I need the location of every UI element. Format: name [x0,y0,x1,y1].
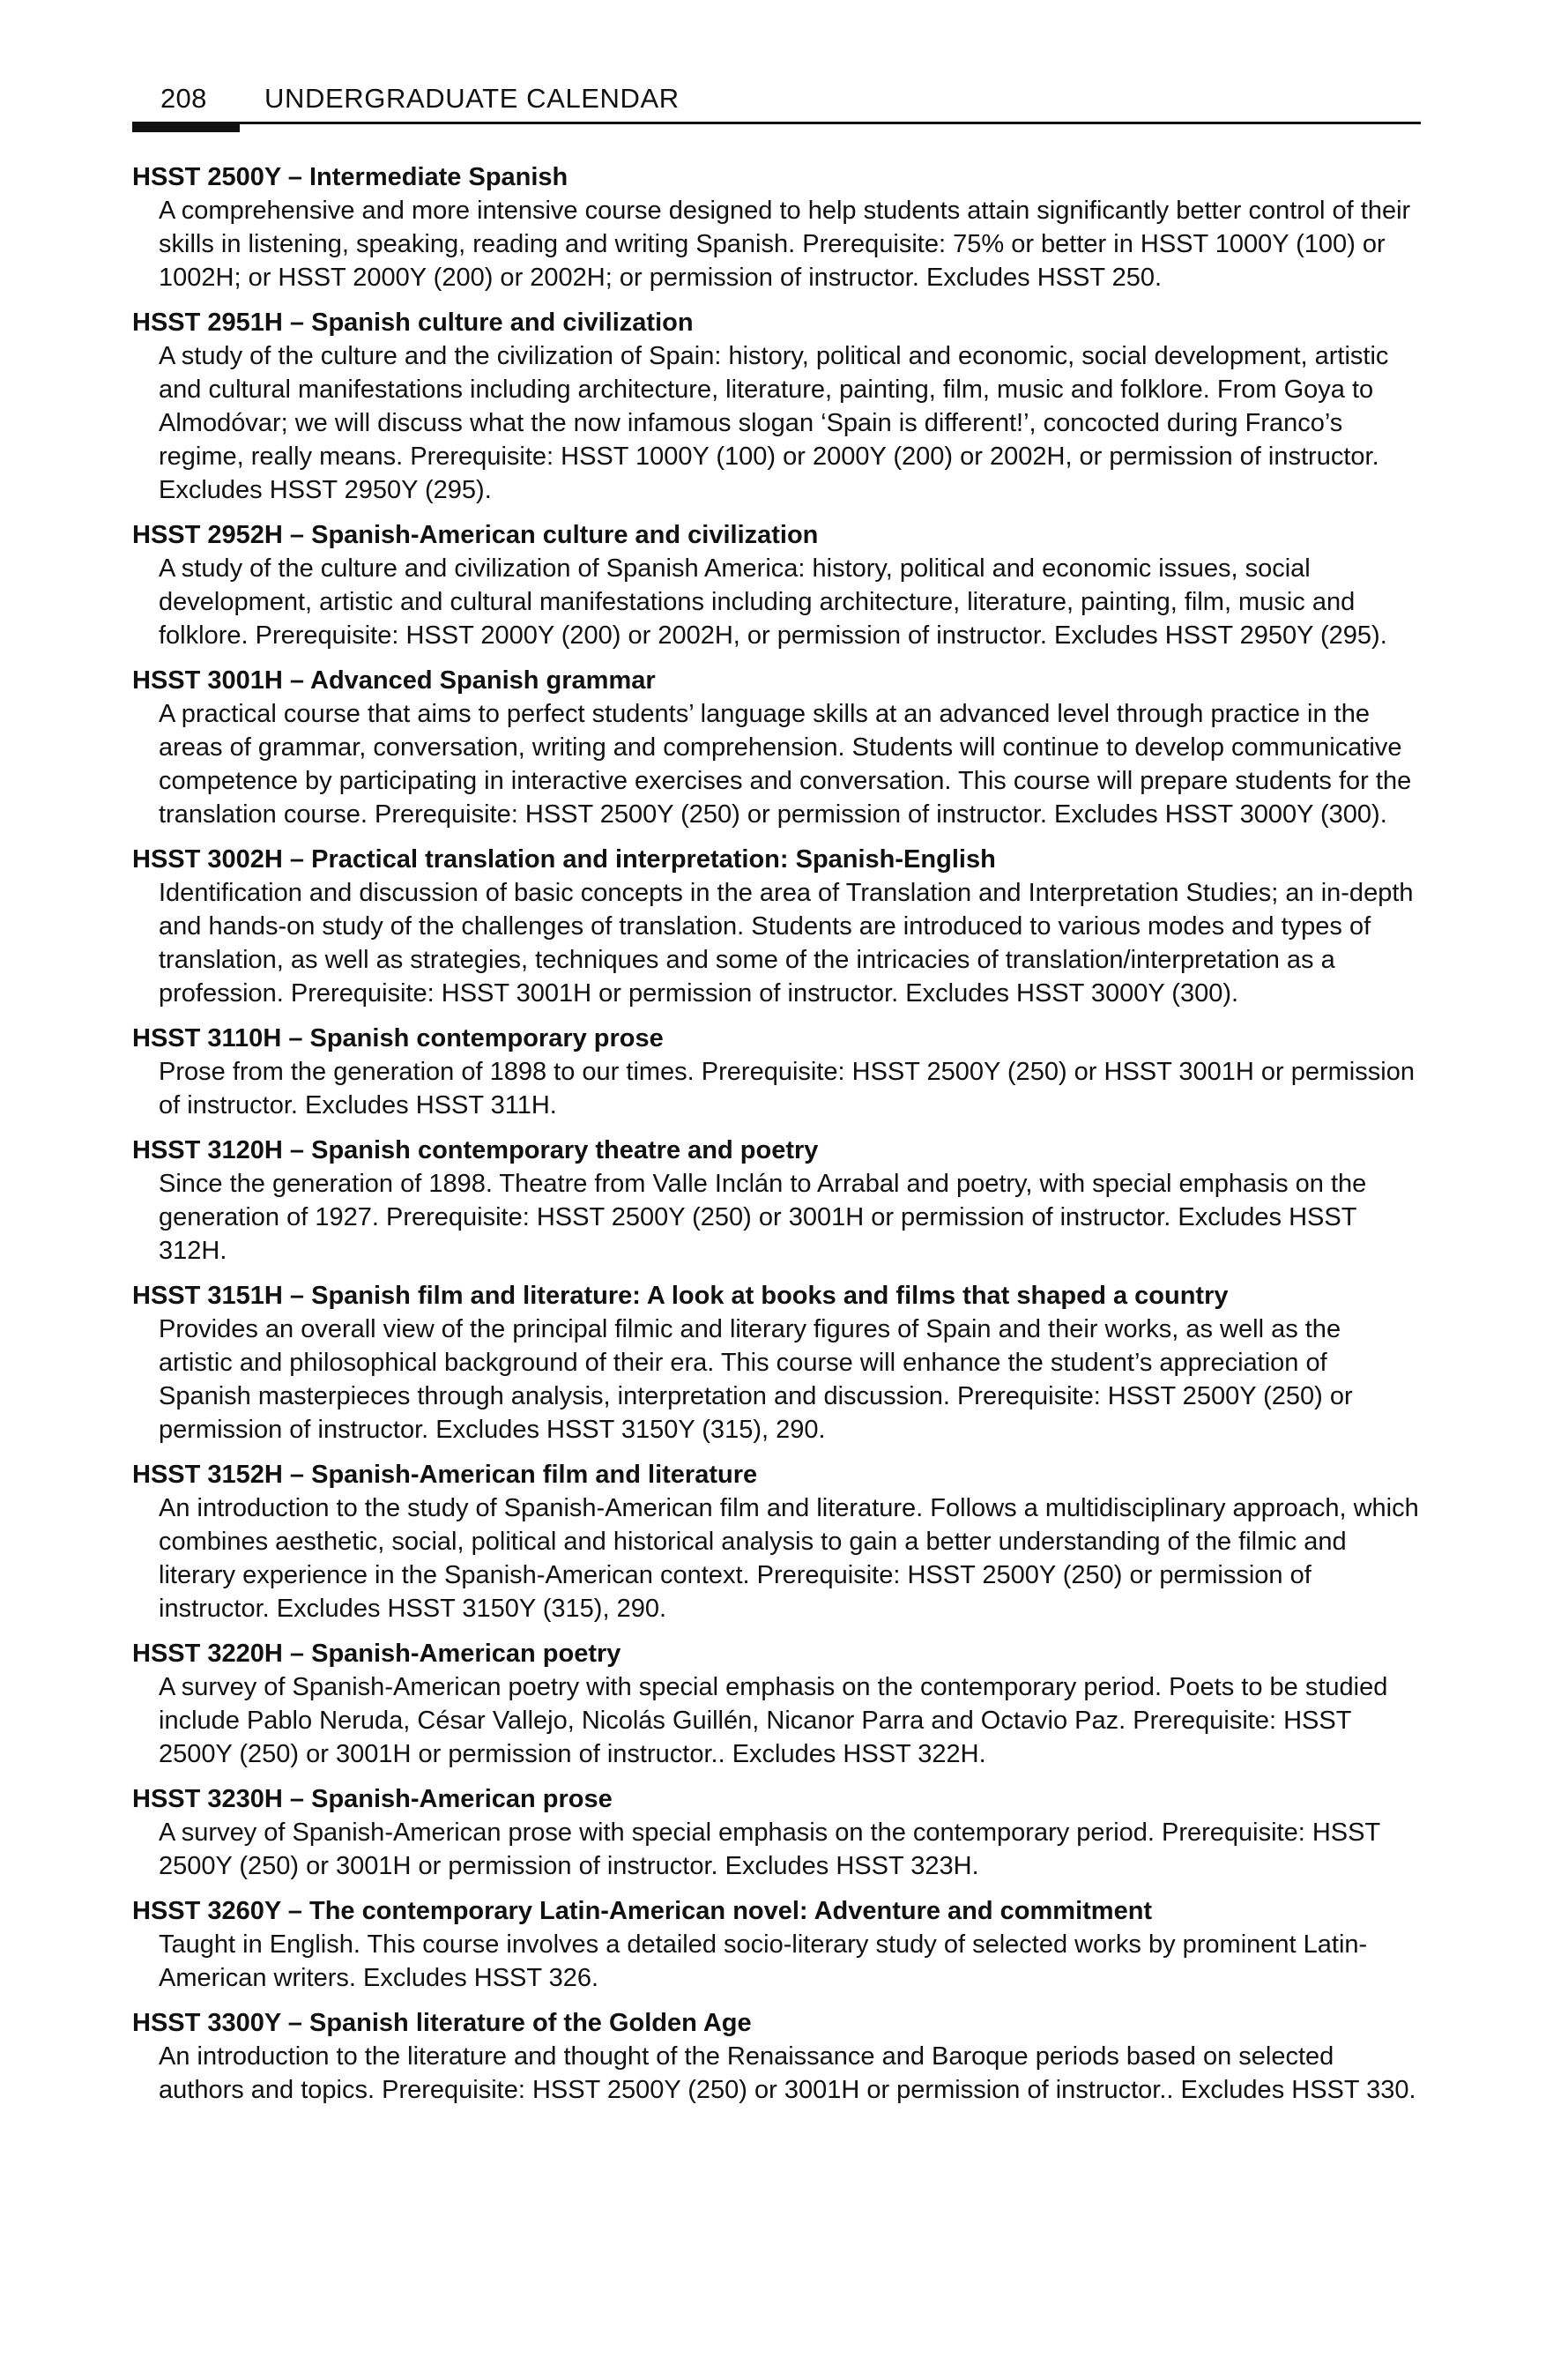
course-description: An introduction to the study of Spanish-American film and literature. Follows a multidisciplinary approach, which combines aesthetic, social, political and historical analysis to gain a better understanding of the filmic and literary experience in the Spanish-American context. Prerequisite: HSST 2500Y (250) or permission of instructor. Excludes HSST 3150Y (315), 290. [159,1494,1419,1623]
course-description: Taught in English. This course involves a detailed socio-literary study of selected works by prominent Latin-American writers. Excludes HSST 326. [159,1930,1368,1992]
course-description: Since the generation of 1898. Theatre from Valle Inclán to Arrabal and poetry, with special emphasis on the generation of 1927. Prerequisite: HSST 2500Y (250) or 3001H or permission of instructor. Excludes HSST 312H. [159,1170,1367,1265]
course-description: Prose from the generation of 1898 to our times. Prerequisite: HSST 2500Y (250) or HSST 3001H or permission of instructor. Excludes HSST 311H. [159,1058,1415,1119]
course-entry [132,1637,1421,1771]
course-description: An introduction to the literature and thought of the Renaissance and Baroque periods based on selected authors and topics. Prerequisite: HSST 2500Y (250) or 3001H or permission of instructor.. Excludes HSST 330. [159,2042,1416,2104]
course-entry [132,843,1421,1010]
course-title: HSST 3230H – Spanish-American prose [132,1785,613,1813]
course-title: HSST 2500Y – Intermediate Spanish [132,163,568,191]
course-description: A survey of Spanish-American poetry with special emphasis on the contemporary period. Poets to be studied include Pablo Neruda, César Vallejo, Nicolás Guillén, Nicanor Parra and Octavio Paz. Prerequisite: HSST 2500Y (250) or 3001H or permission of instructor.. Excludes HSST 322H. [159,1673,1388,1768]
course-title: HSST 3002H – Practical translation and interpretation: Spanish-English [132,845,996,874]
course-description: A study of the culture and civilization of Spanish America: history, political and economic issues, social development, artistic and cultural manifestations including architecture, literature, painting, film, music and folklore. Prerequisite: HSST 2000Y (200) or 2002H, or permission of instructor. Excludes HSST 2950Y (295). [159,554,1387,650]
course-entry [132,2006,1421,2107]
running-title: UNDERGRADUATE CALENDAR [264,83,680,114]
course-title: HSST 3260Y – The contemporary Latin-American novel: Adventure and commitment [132,1897,1153,1925]
page-number: 208 [160,83,207,114]
course-entry [132,1894,1421,1995]
course-description: Identification and discussion of basic concepts in the area of Translation and Interpretation Studies; an in-depth and hands-on study of the challenges of translation. Students are introduced to various modes and types of translation, as well as strategies, techniques and some of the intricacies of translation/interpretation as a profession. Prerequisite: HSST 3001H or permission of instructor. Excludes HSST 3000Y (300). [159,879,1414,1008]
course-description: A survey of Spanish-American prose with special emphasis on the contemporary period. Prerequisite: HSST 2500Y (250) or 3001H or permission of instructor. Excludes HSST 323H. [159,1818,1380,1880]
course-description: Provides an overall view of the principal filmic and literary figures of Spain and their works, as well as the artistic and philosophical background of their era. This course will enhance the student’s appreciation of Spanish masterpieces through analysis, interpretation and discussion. Prerequisite: HSST 2500Y (250) or permission of instructor. Excludes HSST 3150Y (315), 290. [159,1315,1353,1444]
course-title: HSST 3120H – Spanish contemporary theatre and poetry [132,1136,819,1164]
course-description: A study of the culture and the civilization of Spain: history, political and economic, social development, artistic and cultural manifestations including architecture, literature, painting, film, music and folklore. From Goya to Almodóvar; we will discuss what the now infamous slogan ‘Spain is different!’, concocted during Franco’s regime, really means. Prerequisite: HSST 1000Y (100) or 2000Y (200) or 2002H, or permission of instructor. Excludes HSST 2950Y (295). [159,342,1389,504]
course-entry [132,1782,1421,1883]
header-rule [132,122,1421,124]
course-title: HSST 3001H – Advanced Spanish grammar [132,666,656,695]
course-title: HSST 2952H – Spanish-American culture and civilization [132,521,819,549]
course-title: HSST 3110H – Spanish contemporary prose [132,1024,664,1052]
course-entry [132,1458,1421,1625]
page-header [132,79,1421,125]
course-entry [132,160,1421,294]
course-title: HSST 3300Y – Spanish literature of the Golden Age [132,2009,752,2037]
course-entry [132,306,1421,507]
course-title: HSST 2951H – Spanish culture and civilization [132,309,694,337]
course-entry [132,1134,1421,1268]
course-entry [132,518,1421,652]
course-list [132,160,1421,2118]
course-entry [132,664,1421,831]
course-title: HSST 3220H – Spanish-American poetry [132,1640,621,1668]
course-description: A comprehensive and more intensive course designed to help students attain significantly better control of their skills in listening, speaking, reading and writing Spanish. Prerequisite: 75% or better in HSST 1000Y (100) or 1002H; or HSST 2000Y (200) or 2002H; or permission of instructor. Excludes HSST 250. [159,197,1411,292]
course-entry [132,1022,1421,1122]
header-tab-bar [132,122,240,132]
course-title: HSST 3152H – Spanish-American film and literature [132,1461,758,1489]
course-title: HSST 3151H – Spanish film and literature: A look at books and films that shaped a country [132,1282,1229,1310]
course-description: A practical course that aims to perfect students’ language skills at an advanced level through practice in the areas of grammar, conversation, writing and comprehension. Students will continue to develop communicative competence by participating in interactive exercises and conversation. This course will prepare students for the translation course. Prerequisite: HSST 2500Y (250) or permission of instructor. Excludes HSST 3000Y (300). [159,700,1412,829]
course-entry [132,1279,1421,1447]
